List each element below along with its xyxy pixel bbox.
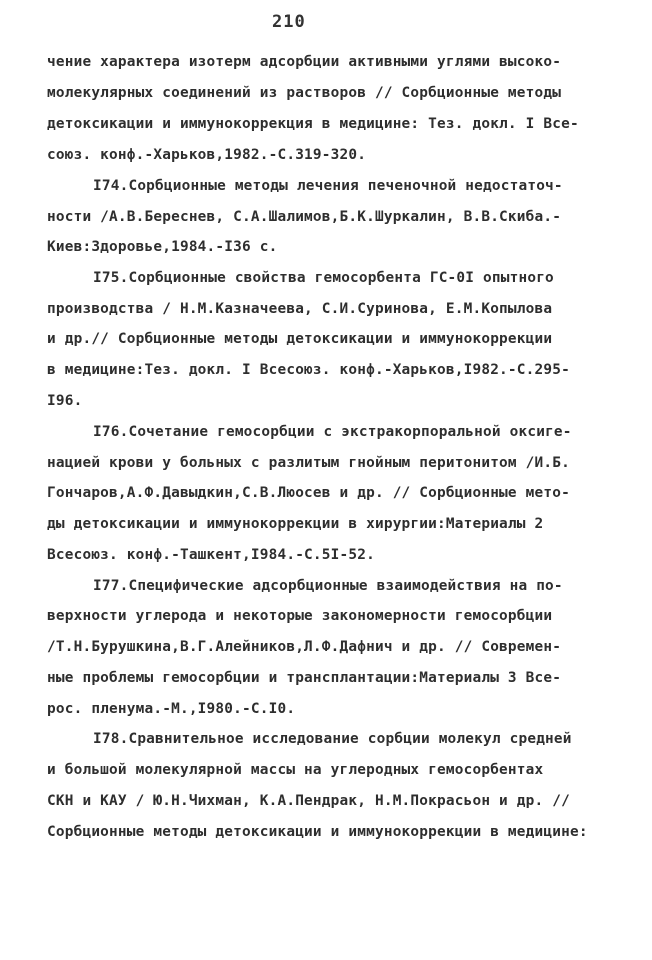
page-number: 210 [272, 12, 306, 32]
text-line: ности /А.В.Береснев, С.А.Шалимов,Б.К.Шуркалин, В.В.Скиба.- [47, 209, 562, 225]
text-line: Гончаров,А.Ф.Давыдкин,С.В.Люосев и др. // Сорбционные мето- [47, 485, 570, 501]
text-line: ные проблемы гемосорбции и трансплантации:Материалы 3 Все- [47, 670, 562, 686]
text-line: союз. конф.-Харьков,1982.-С.319-320. [47, 147, 367, 163]
text-line: производства / Н.М.Казначеева, С.И.Суринова, Е.М.Копылова [47, 301, 553, 317]
text-line: и большой молекулярной массы на углеродных гемосорбентах [47, 762, 544, 778]
text-line: I78.Сравнительное исследование сорбции молекул средней [93, 731, 572, 747]
text-line: молекулярных соединений из растворов // Сорбционные методы [47, 85, 562, 101]
text-line: I75.Сорбционные свойства гемосорбента ГС-0I опытного [93, 270, 554, 286]
text-line: /Т.Н.Бурушкина,В.Г.Алейников,Л.Ф.Дафнич и др. // Современ- [47, 639, 562, 655]
text-line: нацией крови у больных с разлитым гнойным перитонитом /И.Б. [47, 455, 570, 471]
text-line: чение характера изотерм адсорбции активными углями высоко- [47, 54, 562, 70]
text-line: I76.Сочетание гемосорбции с экстракорпоральной оксиге- [93, 424, 572, 440]
text-line: I77.Специфические адсорбционные взаимодействия на по- [93, 578, 563, 594]
text-line: I74.Сорбционные методы лечения печеночной недостаточ- [93, 178, 563, 194]
text-line: ды детоксикации и иммунокоррекции в хирургии:Материалы 2 [47, 516, 544, 532]
text-line: СКН и КАУ / Ю.Н.Чихман, К.А.Пендрак, Н.М.Покрасьон и др. // [47, 793, 570, 809]
text-line: Сорбционные методы детоксикации и иммунокоррекции в медицине: [47, 824, 588, 840]
text-line: рос. пленума.-М.,I980.-С.I0. [47, 701, 296, 717]
text-line: I96. [47, 393, 83, 409]
text-line: Киев:Здоровье,1984.-I36 с. [47, 239, 278, 255]
text-line: в медицине:Тез. докл. I Всесоюз. конф.-Харьков,I982.-С.295- [47, 362, 570, 378]
text-line: Всесоюз. конф.-Ташкент,I984.-С.5I-52. [47, 547, 375, 563]
text-line: детоксикации и иммунокоррекция в медицине: Тез. докл. I Все- [47, 116, 579, 132]
text-line: и др.// Сорбционные методы детоксикации и иммунокоррекции [47, 331, 553, 347]
text-line: верхности углерода и некоторые закономерности гемосорбции [47, 608, 553, 624]
